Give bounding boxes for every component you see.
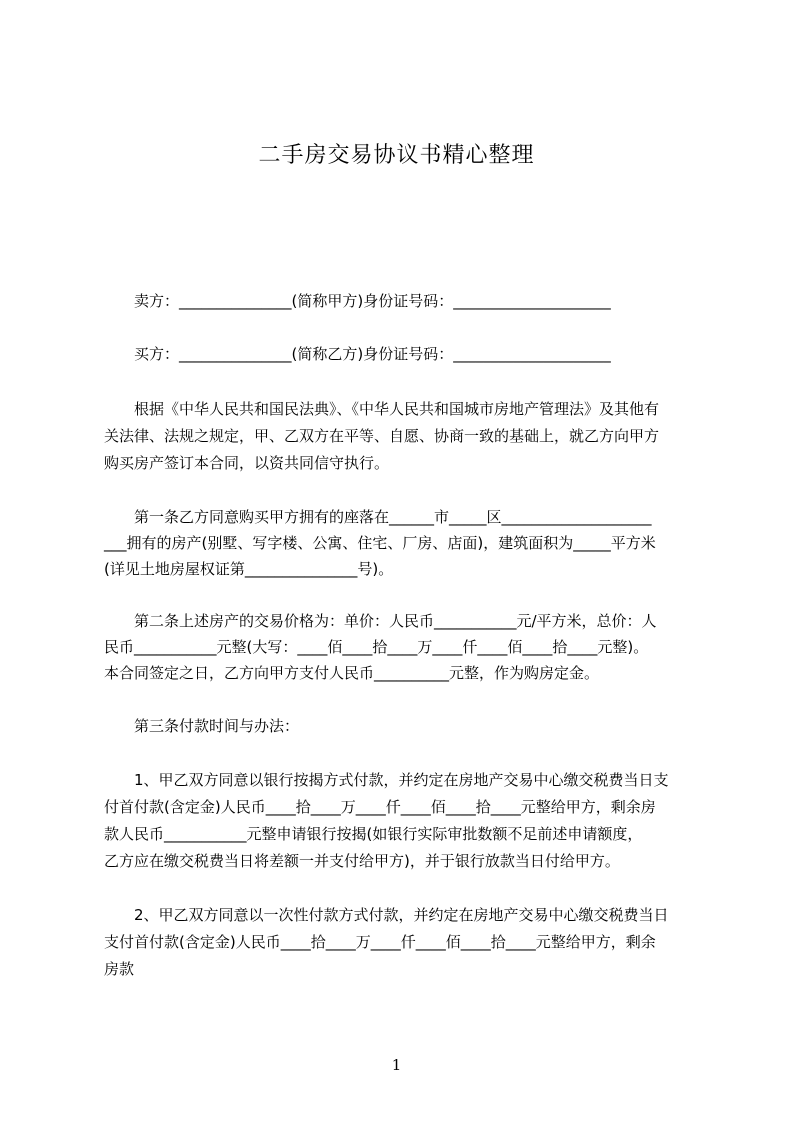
clause2-line: 支付首付款(含定金)人民币____拾____万____仟____佰____拾____元整给甲方，剩余	[104, 933, 656, 951]
article2-line: 本合同签定之日，乙方向甲方支付人民币__________元整，作为购房定金。	[104, 664, 600, 682]
page-number: 1	[391, 1056, 402, 1074]
clause1-line: 款人民币___________元整申请银行按揭(如银行实际审批数额不足前述申请额度，	[104, 825, 643, 843]
preamble-line: 关法律、法规之规定，甲、乙双方在平等、自愿、协商一致的基础上，就乙方向甲方	[104, 427, 660, 445]
clause2-line: 2、甲乙双方同意以一次性付款方式付款，并约定在房地产交易中心缴交税费当日	[104, 906, 669, 924]
article1-line: (详见土地房屋权证第_______________号)。	[104, 560, 394, 578]
article1-line: ___拥有的房产(别墅、写字楼、公寓、住宅、厂房、店面)，建筑面积为_____平方米	[104, 534, 656, 552]
article1-line: 第一条乙方同意购买甲方拥有的座落在______市_____区____________________	[104, 508, 652, 526]
seller-line: 卖方：_______________(简称甲方)身份证号码：_____________________	[104, 292, 611, 310]
clause2-line: 房款	[104, 960, 135, 978]
preamble-line: 根据《中华人民共和国民法典》、《中华人民共和国城市房地产管理法》及其他有	[104, 400, 660, 418]
clause1-line: 1、甲乙双方同意以银行按揭方式付款，并约定在房地产交易中心缴交税费当日支	[104, 771, 669, 789]
preamble-line: 购买房产签订本合同，以资共同信守执行。	[104, 454, 390, 472]
article2-line: 民币___________元整(大写：____佰____拾____万____仟____佰____拾____元整)。	[104, 638, 649, 656]
clause1-line: 付首付款(含定金)人民币____拾____万____仟____佰____拾____元整给甲方，剩余房	[104, 798, 656, 816]
clause1-line: 乙方应在缴交税费当日将差额一并支付给甲方)，并于银行放款当日付给甲方。	[104, 852, 620, 870]
article2-line: 第二条上述房产的交易价格为：单价：人民币___________元/平方米，总价：人	[104, 612, 657, 630]
document-title: 二手房交易协议书精心整理	[258, 143, 535, 168]
article3-heading: 第三条付款时间与办法：	[104, 717, 300, 735]
buyer-line: 买方：_______________(简称乙方)身份证号码：_____________________	[104, 345, 611, 363]
